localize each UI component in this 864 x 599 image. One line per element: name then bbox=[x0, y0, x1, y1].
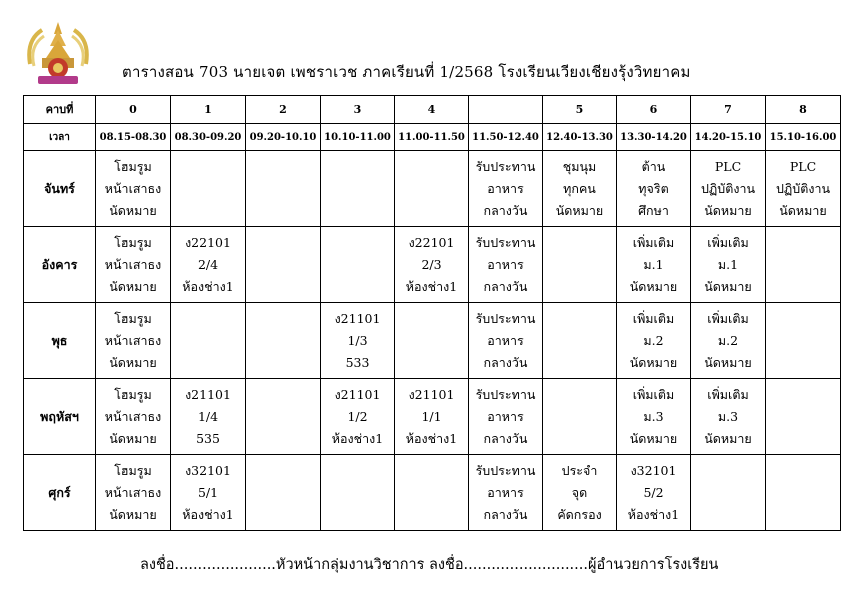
class-cell-line: อาหาร bbox=[487, 256, 524, 272]
class-cell-line: กลางวัน bbox=[483, 202, 528, 218]
class-cell bbox=[395, 455, 469, 531]
class-cell bbox=[246, 227, 321, 303]
class-cell-line: ม.1 bbox=[643, 256, 664, 272]
class-cell bbox=[617, 227, 691, 303]
class-cell-line: PLC bbox=[789, 158, 817, 174]
class-cell-line: ง22101 bbox=[408, 234, 455, 250]
class-cell-line: ม.3 bbox=[717, 408, 739, 424]
class-cell-line: ง32101 bbox=[630, 462, 677, 478]
time-slot: 12.40-13.30 bbox=[543, 124, 617, 151]
class-cell-line: เพิ่มเติม bbox=[707, 310, 749, 326]
class-cell-line: อาหาร bbox=[487, 180, 524, 196]
class-cell bbox=[246, 151, 321, 227]
class-cell bbox=[766, 379, 841, 455]
class-cell-line: เพิ่มเติม bbox=[632, 310, 675, 326]
time-label: เวลา bbox=[24, 124, 96, 151]
day-row bbox=[24, 379, 841, 455]
class-cell-line: ง21101 bbox=[334, 310, 381, 326]
class-cell bbox=[321, 455, 395, 531]
class-cell-line: ห้องช่าง1 bbox=[182, 506, 234, 522]
time-slot: 08.30-09.20 bbox=[171, 124, 246, 151]
class-cell-line: ห้องช่าง1 bbox=[331, 430, 384, 446]
class-cell-line: โฮมรูม bbox=[114, 310, 152, 326]
class-cell-line: กลางวัน bbox=[483, 278, 528, 294]
class-cell bbox=[691, 455, 766, 531]
class-cell bbox=[691, 379, 766, 455]
class-cell-line: 1/3 bbox=[347, 332, 368, 348]
period-label: คาบที่ bbox=[24, 96, 96, 124]
class-cell bbox=[96, 151, 171, 227]
class-cell-line: เพิ่มเติม bbox=[707, 386, 749, 402]
class-cell-line: ม.3 bbox=[643, 408, 664, 424]
class-cell-line: นัดหมาย bbox=[109, 202, 157, 218]
class-cell bbox=[691, 151, 766, 227]
class-cell-line: นัดหมาย bbox=[629, 354, 678, 370]
time-slot: 11.00-11.50 bbox=[395, 124, 469, 151]
class-cell bbox=[321, 227, 395, 303]
class-cell bbox=[321, 379, 395, 455]
class-cell-line: ทุกคน bbox=[563, 180, 596, 196]
class-cell-line: หน้าเสาธง bbox=[104, 332, 162, 348]
class-cell bbox=[617, 303, 691, 379]
class-cell-line: โฮมรูม bbox=[114, 462, 152, 478]
period-number bbox=[469, 96, 543, 124]
class-cell-line: รับประทาน bbox=[475, 310, 536, 326]
period-number: 0 bbox=[96, 96, 171, 124]
class-cell-line: ปฏิบัติงาน bbox=[775, 180, 831, 196]
class-cell bbox=[766, 455, 841, 531]
class-cell bbox=[321, 303, 395, 379]
class-cell bbox=[171, 303, 246, 379]
class-cell-line: 1/1 bbox=[421, 408, 442, 424]
class-cell-line: ง21101 bbox=[334, 386, 381, 402]
class-cell bbox=[171, 227, 246, 303]
class-cell bbox=[395, 227, 469, 303]
day-row bbox=[24, 151, 841, 227]
class-cell bbox=[395, 151, 469, 227]
class-cell-line: โฮมรูม bbox=[114, 234, 152, 250]
class-cell-line: นัดหมาย bbox=[109, 278, 157, 294]
class-cell-line: ห้องช่าง1 bbox=[405, 278, 458, 294]
class-cell bbox=[469, 151, 543, 227]
day-name: พฤหัสฯ bbox=[24, 379, 96, 455]
class-cell-line: โฮมรูม bbox=[114, 386, 152, 402]
class-cell-line: นัดหมาย bbox=[704, 278, 752, 294]
class-cell-line: ง21101 bbox=[408, 386, 455, 402]
day-name: จันทร์ bbox=[24, 151, 96, 227]
class-cell-line: ห้องช่าง1 bbox=[405, 430, 458, 446]
class-cell-line: นัดหมาย bbox=[704, 354, 752, 370]
class-cell bbox=[321, 151, 395, 227]
class-cell-line: นัดหมาย bbox=[704, 202, 752, 218]
class-cell bbox=[171, 151, 246, 227]
class-cell bbox=[691, 303, 766, 379]
period-number: 5 bbox=[543, 96, 617, 124]
class-cell bbox=[617, 455, 691, 531]
class-cell-line: ม.2 bbox=[643, 332, 664, 348]
class-cell-line: หน้าเสาธง bbox=[104, 484, 162, 500]
page-title: ตารางสอน 703 นายเจต เพชราเวช ภาคเรียนที่ 1/2568 โรงเรียนเวียงเชียงรุ้งวิทยาคม bbox=[122, 63, 691, 81]
class-cell-line: รับประทาน bbox=[475, 158, 536, 174]
class-cell bbox=[543, 303, 617, 379]
timetable bbox=[23, 95, 841, 531]
class-cell-line: อาหาร bbox=[487, 484, 524, 500]
period-number: 3 bbox=[321, 96, 395, 124]
class-cell-line: ง32101 bbox=[185, 462, 231, 478]
class-cell-line: 535 bbox=[196, 430, 220, 446]
time-slot: 13.30-14.20 bbox=[617, 124, 691, 151]
class-cell-line: รับประทาน bbox=[475, 234, 536, 250]
class-cell bbox=[171, 455, 246, 531]
class-cell-line: 1/2 bbox=[347, 408, 368, 424]
class-cell-line: ศึกษา bbox=[638, 202, 669, 218]
class-cell-line: ทุจริต bbox=[638, 180, 669, 196]
class-cell-line: 2/4 bbox=[197, 256, 219, 272]
class-cell bbox=[171, 379, 246, 455]
class-cell bbox=[469, 227, 543, 303]
class-cell bbox=[246, 303, 321, 379]
class-cell-line: กลางวัน bbox=[483, 430, 528, 446]
period-number: 8 bbox=[766, 96, 841, 124]
class-cell bbox=[766, 151, 841, 227]
period-number: 4 bbox=[395, 96, 469, 124]
class-cell-line: หน้าเสาธง bbox=[104, 256, 162, 272]
class-cell-line: อาหาร bbox=[487, 408, 524, 424]
class-cell-line: ง22101 bbox=[185, 234, 231, 250]
day-name: ศุกร์ bbox=[24, 455, 96, 531]
class-cell bbox=[766, 303, 841, 379]
class-cell-line: 5/1 bbox=[197, 484, 219, 500]
class-cell-line: ห้องช่าง1 bbox=[627, 506, 680, 522]
period-number: 7 bbox=[691, 96, 766, 124]
class-cell-line: โฮมรูม bbox=[114, 158, 152, 174]
class-cell-line: หน้าเสาธง bbox=[104, 408, 162, 424]
time-slot: 14.20-15.10 bbox=[691, 124, 766, 151]
period-number: 6 bbox=[617, 96, 691, 124]
class-cell-line: 533 bbox=[345, 354, 370, 370]
class-cell-line: นัดหมาย bbox=[109, 430, 157, 446]
period-header-row bbox=[24, 96, 841, 124]
class-cell-line: 1/4 bbox=[197, 408, 219, 424]
class-cell-line: อาหาร bbox=[487, 332, 524, 348]
class-cell-line: กลางวัน bbox=[483, 506, 528, 522]
school-emblem-icon bbox=[24, 20, 92, 88]
class-cell bbox=[469, 455, 543, 531]
day-row bbox=[24, 455, 841, 531]
day-name: อังคาร bbox=[24, 227, 96, 303]
class-cell-line: ห้องช่าง1 bbox=[182, 278, 234, 294]
class-cell-line: ง21101 bbox=[185, 386, 231, 402]
class-cell-line: ม.1 bbox=[717, 256, 739, 272]
time-row bbox=[24, 124, 841, 151]
class-cell bbox=[96, 303, 171, 379]
class-cell-line: นัดหมาย bbox=[629, 278, 678, 294]
class-cell-line: นัดหมาย bbox=[109, 506, 157, 522]
class-cell-line: รับประทาน bbox=[475, 462, 536, 478]
period-number: 2 bbox=[246, 96, 321, 124]
class-cell bbox=[617, 151, 691, 227]
class-cell-line: จุด bbox=[571, 484, 588, 500]
class-cell-line: ม.2 bbox=[717, 332, 739, 348]
class-cell-line: 5/2 bbox=[643, 484, 664, 500]
class-cell bbox=[617, 379, 691, 455]
class-cell bbox=[96, 227, 171, 303]
class-cell bbox=[543, 379, 617, 455]
class-cell bbox=[766, 227, 841, 303]
day-row bbox=[24, 303, 841, 379]
class-cell-line: ประจำ bbox=[561, 462, 598, 478]
class-cell-line: นัดหมาย bbox=[555, 202, 604, 218]
class-cell bbox=[469, 303, 543, 379]
class-cell-line: นัดหมาย bbox=[779, 202, 827, 218]
day-row bbox=[24, 227, 841, 303]
class-cell-line: เพิ่มเติม bbox=[632, 386, 675, 402]
class-cell bbox=[96, 379, 171, 455]
time-slot: 11.50-12.40 bbox=[469, 124, 543, 151]
class-cell-line: นัดหมาย bbox=[109, 354, 157, 370]
class-cell bbox=[246, 379, 321, 455]
class-cell bbox=[96, 455, 171, 531]
signature-line: ลงชื่อ......................หัวหน้ากลุ่มงานวิชาการ ลงชื่อ...........................ผู้อำนวยการโรงเรียน bbox=[140, 557, 719, 573]
class-cell-line: นัดหมาย bbox=[704, 430, 752, 446]
class-cell-line: คัดกรอง bbox=[557, 506, 602, 522]
class-cell-line: หน้าเสาธง bbox=[104, 180, 162, 196]
time-slot: 09.20-10.10 bbox=[246, 124, 321, 151]
time-slot: 10.10-11.00 bbox=[321, 124, 395, 151]
class-cell-line: นัดหมาย bbox=[629, 430, 678, 446]
period-number: 1 bbox=[171, 96, 246, 124]
class-cell-line: 2/3 bbox=[421, 256, 442, 272]
class-cell-line: เพิ่มเติม bbox=[632, 234, 675, 250]
class-cell-line: ปฏิบัติงาน bbox=[700, 180, 756, 196]
class-cell-line: รับประทาน bbox=[475, 386, 536, 402]
class-cell bbox=[691, 227, 766, 303]
class-cell bbox=[543, 151, 617, 227]
day-name: พุธ bbox=[24, 303, 96, 379]
time-slot: 15.10-16.00 bbox=[766, 124, 841, 151]
class-cell bbox=[395, 379, 469, 455]
class-cell-line: เพิ่มเติม bbox=[707, 234, 749, 250]
class-cell-line: PLC bbox=[714, 158, 742, 174]
class-cell bbox=[543, 227, 617, 303]
class-cell bbox=[469, 379, 543, 455]
class-cell-line: ชุมนุม bbox=[562, 158, 597, 174]
class-cell-line: ต้าน bbox=[641, 158, 666, 174]
class-cell bbox=[543, 455, 617, 531]
class-cell-line: กลางวัน bbox=[483, 354, 528, 370]
class-cell bbox=[246, 455, 321, 531]
class-cell bbox=[395, 303, 469, 379]
time-slot: 08.15-08.30 bbox=[96, 124, 171, 151]
